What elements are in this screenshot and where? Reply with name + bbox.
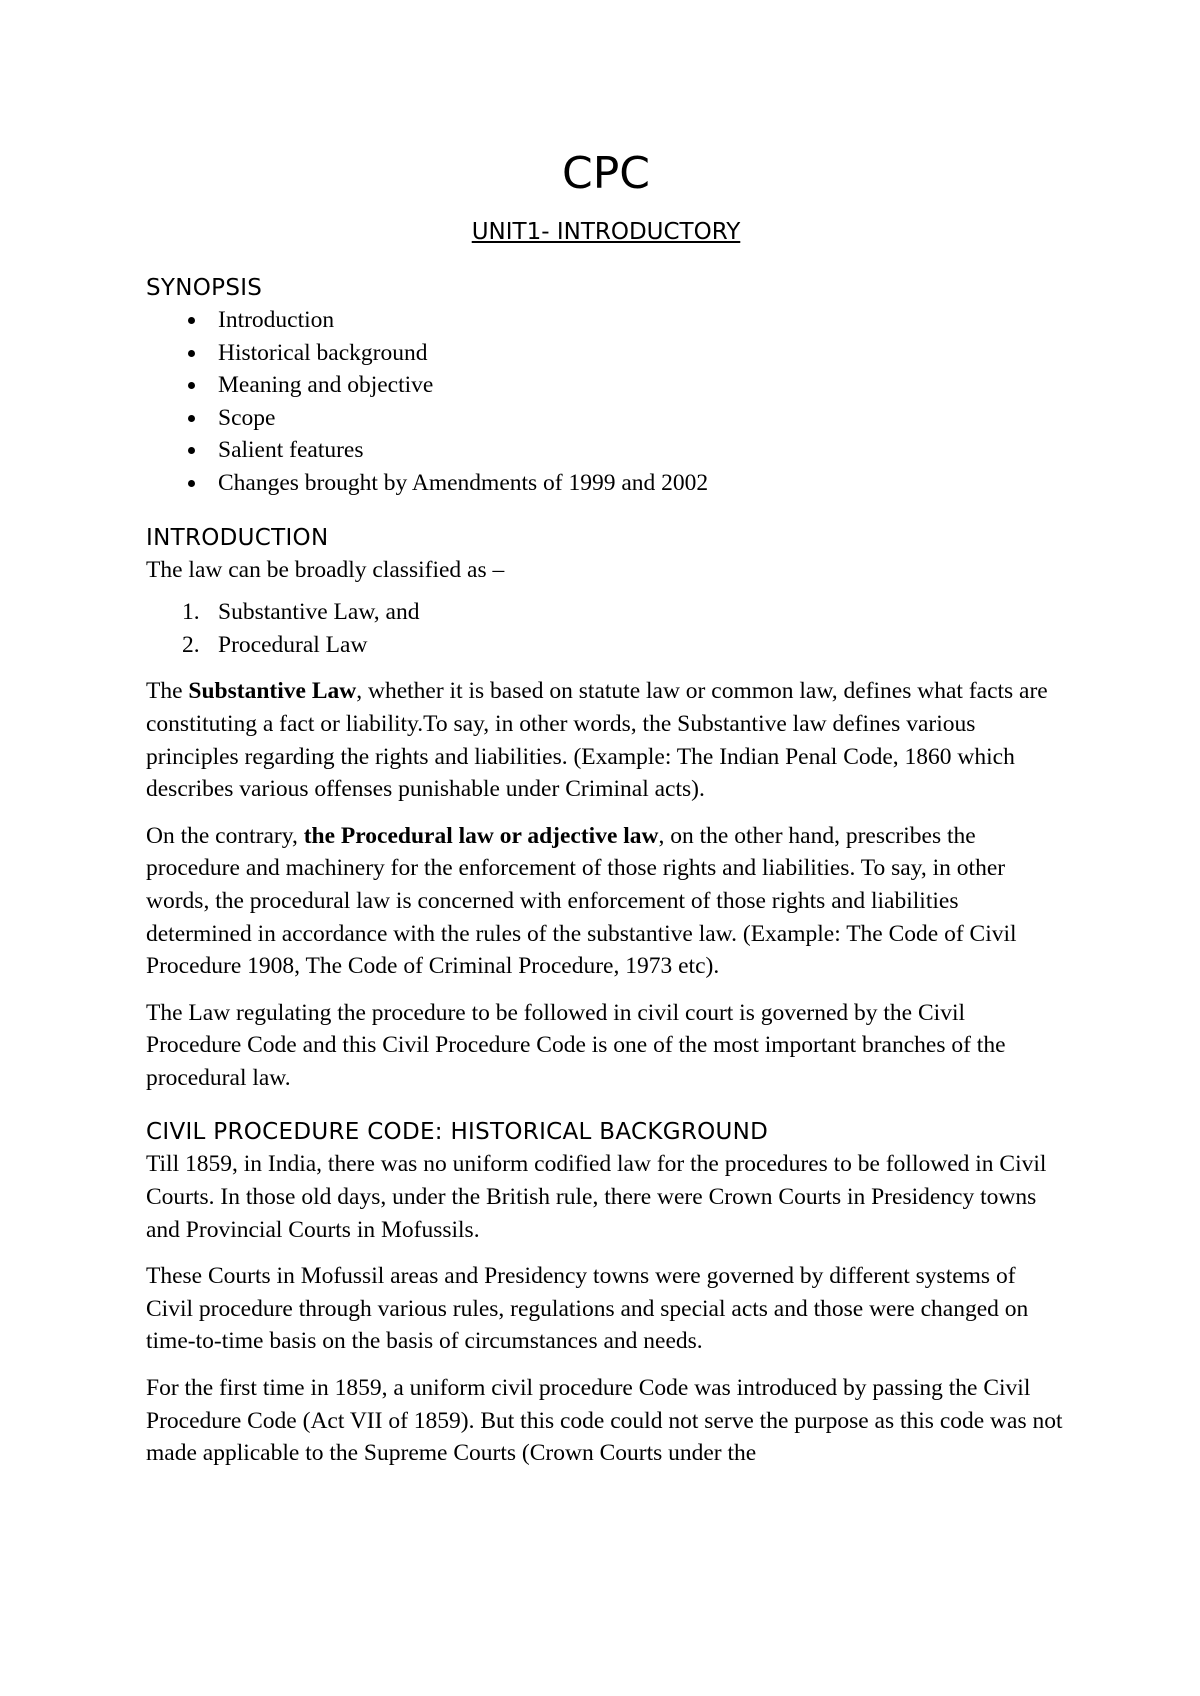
list-number: 2. bbox=[182, 631, 200, 658]
substantive-law-paragraph bbox=[146, 675, 1066, 805]
list-number: 1. bbox=[182, 599, 200, 626]
list-item: Meaning and objective bbox=[218, 369, 1066, 402]
synopsis-list bbox=[146, 304, 1066, 500]
paragraph-text: , whether it is based on statute law or common law, defines what facts are constituting a fact or liability.To say, in other words, the Substantive law defines various principles regarding the rights and liabilities. (Example: The Indian Penal Code, 1860 which describes various offenses punishable under Criminal acts). bbox=[146, 678, 1048, 803]
history-heading: CIVIL PROCEDURE CODE: HISTORICAL BACKGROUND bbox=[146, 1119, 769, 1146]
list-item-text: Substantive Law, and bbox=[218, 599, 420, 626]
list-item bbox=[182, 596, 1066, 629]
civil-procedure-paragraph: The Law regulating the procedure to be followed in civil court is governed by the Civil Procedure Code and this Civil Procedure Code is one of the most important branches of the procedural law. bbox=[146, 999, 1006, 1091]
synopsis-heading: SYNOPSIS bbox=[146, 275, 263, 301]
history-paragraph: For the first time in 1859, a uniform civil procedure Code was introduced by passing the Civil Procedure Code (Act VII of 1859). But this code could not serve the purpose as this code was not made applicable to the Supreme Courts (Crown Courts under the bbox=[146, 1375, 1063, 1467]
paragraph-text: On the contrary, bbox=[146, 822, 304, 849]
history-paragraph: Till 1859, in India, there was no uniform codified law for the procedures to be followed in Civil Courts. In those old days, under the British rule, there were Crown Courts in Presidency towns and Provincial Courts in Mofussils. bbox=[146, 1151, 1047, 1243]
introduction-lead: The law can be broadly classified as – bbox=[146, 556, 505, 583]
list-item: Introduction bbox=[218, 304, 1066, 337]
paragraph-text: The bbox=[146, 678, 189, 705]
unit-heading: UNIT1- INTRODUCTORY bbox=[471, 219, 741, 245]
list-item bbox=[182, 629, 1066, 662]
list-item: Scope bbox=[218, 402, 1066, 435]
list-item: Historical background bbox=[218, 337, 1066, 370]
bold-term: Substantive Law bbox=[188, 678, 357, 705]
history-paragraph: These Courts in Mofussil areas and Presidency towns were governed by different systems of Civil procedure through various rules, regulations and special acts and those were changed on time-to-time basis on the basis of circumstances and needs. bbox=[146, 1263, 1029, 1355]
document-body bbox=[146, 142, 1066, 1470]
list-item: Salient features bbox=[218, 434, 1066, 467]
list-item-text: Procedural Law bbox=[218, 631, 368, 658]
document-title: CPC bbox=[562, 148, 650, 199]
law-classification-list bbox=[146, 596, 1066, 661]
paragraph-text: , on the other hand, prescribes the procedure and machinery for the enforcement of those rights and liabilities. To say, in other words, the procedural law is concerned with enforcement of those rights and liabilities determined in accordance with the rules of the substantive law. (Example: The Code of Civil Procedure 1908, The Code of Criminal Procedure, 1973 etc). bbox=[146, 822, 1017, 980]
procedural-law-paragraph bbox=[146, 820, 1066, 983]
introduction-heading: INTRODUCTION bbox=[146, 524, 329, 551]
bold-term: the Procedural law or adjective law bbox=[303, 822, 659, 849]
list-item: Changes brought by Amendments of 1999 and 2002 bbox=[218, 467, 1066, 500]
